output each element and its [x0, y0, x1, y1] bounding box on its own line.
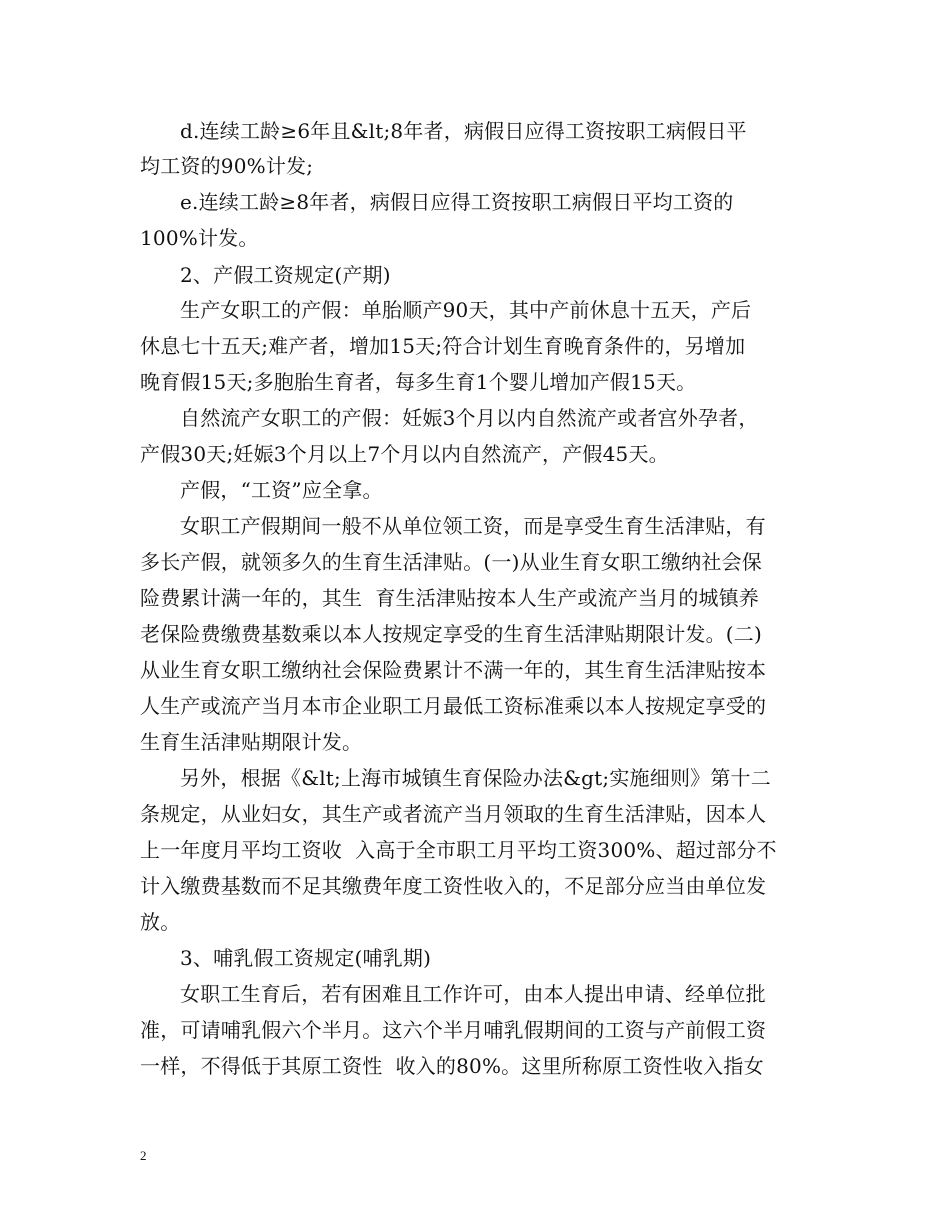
text-line: 另外，根据《&lt;上海市城镇生育保险办法&gt;实施细则》第十二: [180, 766, 771, 790]
text-line: e.连续工龄≥8年者，病假日应得工资按职工病假日平均工资的: [180, 190, 734, 214]
text-line: 女职工产假期间一般不从单位领工资，而是享受生育生活津贴，有: [180, 514, 766, 538]
text-line: 女职工生育后，若有困难且工作许可，由本人提出申请、经单位批: [180, 982, 766, 1006]
text-line: 自然流产女职工的产假：妊娠3个月以内自然流产或者宫外孕者，: [180, 406, 759, 430]
text-line: 老保险费缴费基数乘以本人按规定享受的生育生活津贴期限计发。(二): [140, 622, 763, 646]
text-line: 准，可请哺乳假六个半月。这六个半月哺乳假期间的工资与产前假工资: [140, 1018, 767, 1042]
section-heading: 3、哺乳假工资规定(哺乳期): [180, 946, 432, 970]
text-line: 人生产或流产当月本市企业职工月最低工资标准乘以本人按规定享受的: [140, 694, 767, 718]
text-line: 生育生活津贴期限计发。: [140, 730, 363, 754]
text-line: 从业生育女职工缴纳社会保险费累计不满一年的，其生育生活津贴按本: [140, 658, 767, 682]
text-line: 均工资的90%计发;: [140, 154, 314, 178]
text-line: 产假，“工资”应全拿。: [180, 478, 383, 502]
text-line: 条规定，从业妇女，其生产或者流产当月领取的生育生活津贴，因本人: [140, 802, 767, 826]
text-line: 生产女职工的产假：单胎顺产90天，其中产前休息十五天，产后: [180, 298, 752, 322]
page-number: 2: [140, 1148, 147, 1163]
text-line: 100%计发。: [140, 226, 259, 250]
text-line: 一样，不得低于其原工资性 收入的80%。这里所称原工资性收入指女: [140, 1054, 764, 1078]
text-line: d.连续工龄≥6年且&lt;8年者，病假日应得工资按职工病假日平: [180, 119, 747, 143]
text-line: 多长产假，就领多久的生育生活津贴。(一)从业生育女职工缴纳社会保: [140, 550, 763, 574]
text-line: 晚育假15天;多胞胎生育者，每多生育1个婴儿增加产假15天。: [140, 370, 697, 394]
text-line: 计入缴费基数而不足其缴费年度工资性收入的，不足部分应当由单位发: [140, 874, 767, 898]
section-heading: 2、产假工资规定(产期): [180, 263, 391, 287]
text-line: 放。: [140, 910, 181, 934]
text-line: 产假30天;妊娠3个月以上7个月以内自然流产，产假45天。: [140, 442, 669, 466]
text-line: 休息七十五天;难产者，增加15天;符合计划生育晚育条件的，另增加: [140, 334, 746, 358]
text-line: 上一年度月平均工资收 入高于全市职工月平均工资300%、超过部分不: [140, 838, 777, 862]
text-line: 险费累计满一年的，其生 育生活津贴按本人生产或流产当月的城镇养: [140, 586, 760, 610]
